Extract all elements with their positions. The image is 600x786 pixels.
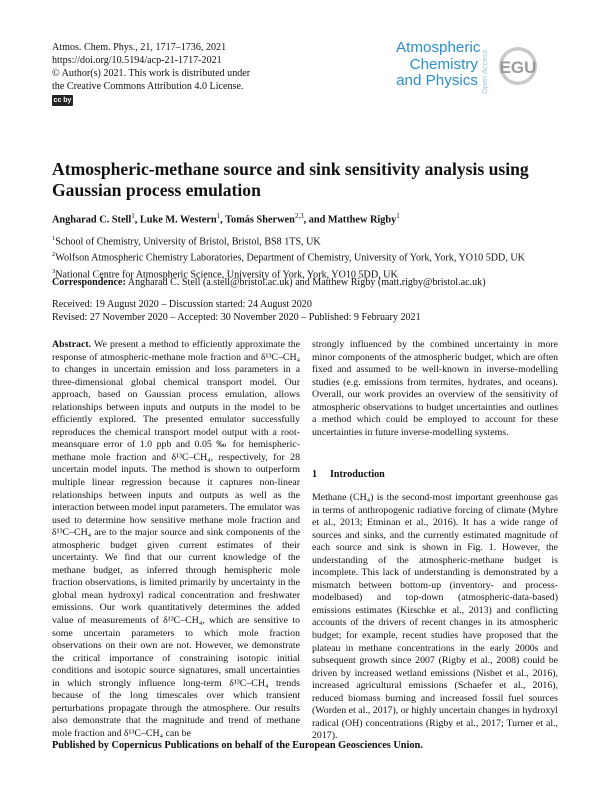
journal-name-line-1: Atmospheric [396,39,481,56]
correspondence-label: Correspondence: [52,277,126,288]
publisher-footer: Published by Copernicus Publications on behalf of the European Geosciences Union. [52,740,423,751]
publication-dates [52,298,572,324]
author-name[interactable]: Angharad C. Stell [52,214,132,226]
affiliation-item: $^1$School of Chemistry, University of Bristol, Bristol, BS8 1TS, UK [52,235,321,248]
copyright-line: © Author(s) 2021. This work is distributed under [52,68,251,79]
journal-logo-text [396,39,481,90]
abstract-label: Abstract. [52,339,92,350]
journal-name-line-2: Chemistry [409,55,478,73]
egu-logo-text: EGU [499,58,537,77]
author-name[interactable]: Tomás Sherwen [225,214,295,226]
open-access-label [478,38,490,98]
author-name[interactable]: Luke M. Western [139,214,217,226]
abstract-section [52,339,300,741]
dates-received-line: Received: 19 August 2020 – Discussion started: 24 August 2020 [52,299,312,310]
abstract-continuation [312,339,558,439]
author-affiliation-ref: 1 [216,212,221,220]
introduction-text: Methane (CH₄) is the second-most important greenhouse gas in terms of anthropogenic radiative forcing of climate (Myhre et al., 2013; Etminan et al., 2016). It has a wide range of sources and sinks, and the currently estimated magnitude of each source and sink is shown in Fig. 1. However, the understanding of the atmospheric-methane budget is incomplete. This lack of understanding is demonstrated by a mismatch between bottom-up (inventory- and process-modelbased) and top-down (atmospheric-data-based) emissions estimates (Kirschke et al., 2013) and conflicting accounts of the drivers of recent changes in its atmospheric budget; for example, recent studies have proposed that the plateau in methane concentrations in the early 2000s and subsequent growth since 2007 (Rigby et al., 2008) could be driven by increased wetland emissions (Nisbet et al., 2016), increased agricultural emissions (Schaefer et al., 2016), reduced biomass burning and increased fossil fuel sources (Worden et al., 2017), or highly uncertain changes in hydroxyl radical (OH) concentrations (Rigby et al., 2017; Turner et al., 2017). [312,492,558,742]
author-affiliation-ref: 2,3 [294,212,304,220]
citation: Atmos. Chem. Phys., 21, 1717–1736, 2021 [52,42,227,53]
section-title: Introduction [330,469,385,480]
author-separator: , and [303,214,328,226]
license-line: the Creative Commons Attribution 4.0 License. [52,81,244,92]
abstract-text: We present a method to efficiently approximate the response of atmospheric-methane mole fraction and δ¹³C–CH₄ to changes in uncertain emission and loss parameters in a three-dimensional global chemical transport model. Our approach, based on Gaussian process emulation, allows relationships between inputs and outputs in the model to be efficiently explored. The presented emulator successfully reproduces the chemical transport model output with a root-meansquare error of 1.0 ppb and 0.05 ‰ for hemispheric-methane mole fraction and δ¹³C–CH₄, respectively, for 28 uncertain model inputs. The method is shown to outperform multiple linear regression because it captures non-linear relationships between inputs and outputs as well as the interaction between model input parameters. The emulator was used to determine how sensitive methane mole fraction and δ¹³C–CH₄ are to the major source and sink components of the atmospheric budget given current estimates of their uncertainty. We find that our current knowledge of the methane budget, as inferred through hemispheric mole fraction observations, is limited primarily by uncertainty in the global mean hydroxyl radical concentration and freshwater emissions. Our work quantitatively determines the added value of measurements of δ¹³C–CH₄, which are sensitive to some uncertain parameters to which mole fraction observations on their own are not. However, we demonstrate the critical importance of constraining isotopic initial conditions and isotopic source signatures, small uncertainties in which strongly influence long-term δ¹³C–CH₄ trends because of the long timescales over which transient perturbations propagate through the atmosphere. Our results also demonstrate that the magnitude and trend of methane mole fraction and δ¹³C–CH₄ can be [52,339,301,739]
doi-link[interactable]: https://doi.org/10.5194/acp-21-1717-2021 [52,55,222,66]
open-access-text: Open Access [480,49,489,94]
dates-revised-line: Revised: 27 November 2020 – Accepted: 30 November 2020 – Published: 9 February 2021 [52,312,421,323]
author-affiliation-ref: 1 [131,212,135,220]
affiliation-item: $^3$National Centre for Atmospheric Science, University of York, York, YO10 5DD, UK [52,267,398,281]
cc-license-icon: cc by [53,97,72,104]
affiliation-list [52,232,572,281]
article-meta [52,41,352,93]
author-list: Angharad C. Stell$^1$, Luke M. Western$^1$, Tomás Sherwen$^{2,3}$, and Matthew Rigby$^1$ [52,212,400,226]
section-heading-introduction [312,469,385,480]
affiliation-item: $^2$Wolfson Atmospheric Chemistry Laboratories, Department of Chemistry, University of York, York, YO10 5DD, UK [52,251,525,264]
author-affiliation-ref: 1 [396,212,400,220]
introduction-body [312,492,558,743]
egu-logo-icon [491,46,547,86]
article-title: Atmospheric-methane source and sink sensitivity analysis using Gaussian process emulation [52,159,529,200]
correspondence [52,277,572,288]
journal-name-line-3: and Physics [396,72,478,89]
author-name[interactable]: Matthew Rigby [327,214,397,226]
correspondence-text[interactable]: Angharad C. Stell (a.stell@bristol.ac.uk) and Matthew Rigby (matt.rigby@bristol.ac.uk) [127,277,486,288]
abstract-continuation-text: strongly influenced by the combined uncertainty in more minor components of the atmospheric budget, which are often fixed and assumed to be well-known in inverse-modelling studies (e.g. emissions from termites, hydrates, and oceans). Overall, our work provides an overview of the sensitivity of atmospheric observations to budget uncertainties and outlines a method which could be employed to account for these uncertainties in future inverse-modelling systems. [312,339,558,438]
section-number: 1 [312,469,318,480]
